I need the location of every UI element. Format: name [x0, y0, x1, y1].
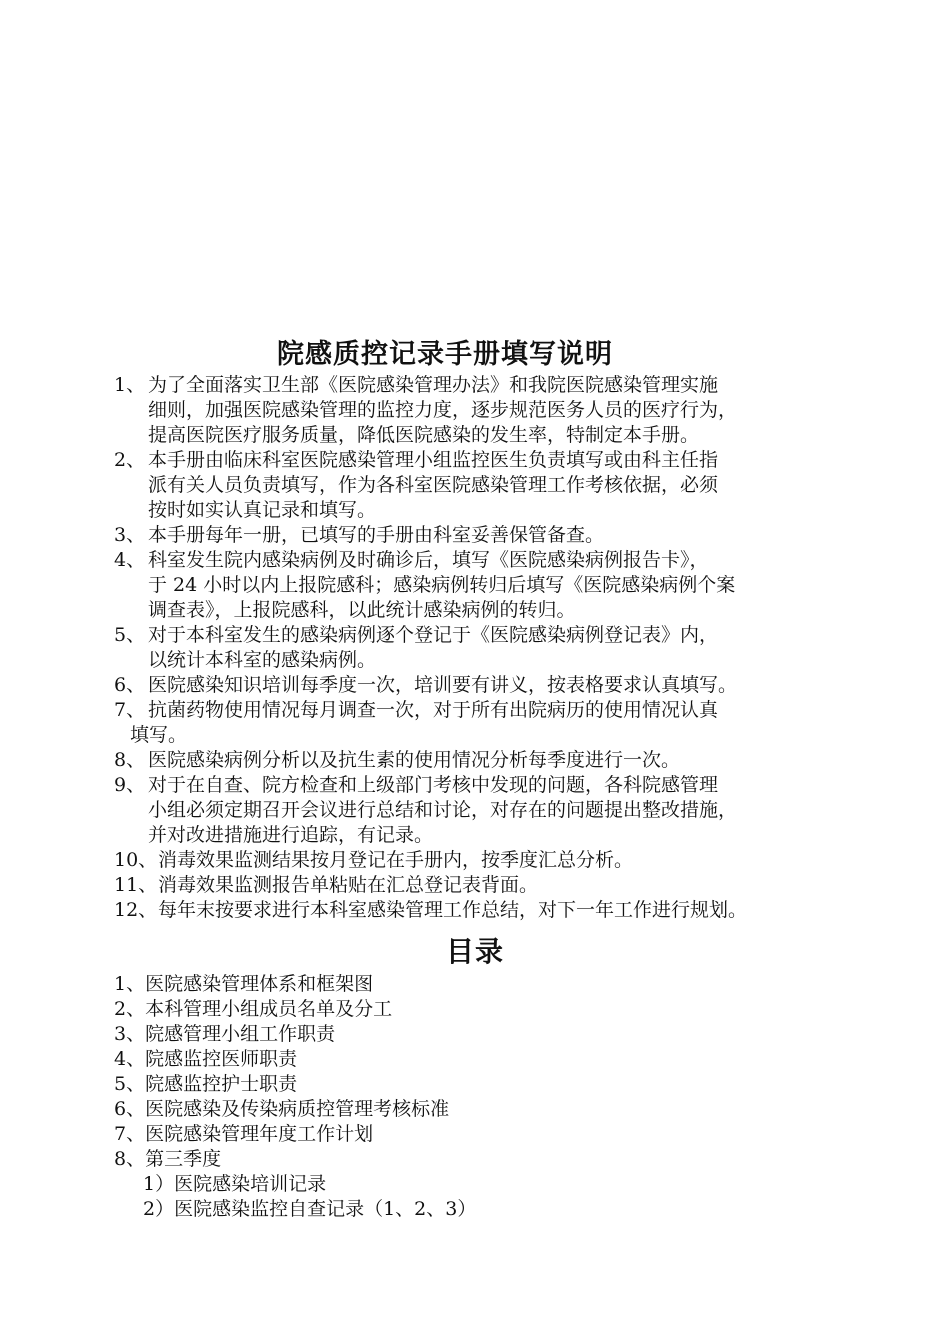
instruction-line: 填写。 — [130, 724, 188, 746]
instruction-number: 2、 — [114, 449, 146, 471]
instruction-line: 对于本科室发生的感染病例逐个登记于《医院感染病例登记表》内， — [148, 624, 719, 646]
instructions-list — [114, 373, 854, 923]
instruction-item — [114, 523, 854, 548]
instruction-number: 5、 — [114, 624, 146, 646]
instruction-number: 3、 — [114, 524, 146, 546]
instruction-line: 科室发生院内感染病例及时确诊后，填写《医院感染病例报告卡》， — [148, 549, 709, 571]
instruction-number: 4、 — [114, 549, 146, 571]
instruction-item — [114, 373, 854, 448]
toc-subitem: 2）医院感染监控自查记录（1、2、3） — [143, 1198, 477, 1220]
toc-item: 5、院感监控护士职责 — [114, 1073, 298, 1095]
instruction-item — [114, 448, 854, 523]
instruction-number: 11、 — [114, 874, 158, 896]
toc-item: 1、医院感染管理体系和框架图 — [114, 973, 374, 995]
instruction-line: 提高医院医疗服务质量，降低医院感染的发生率，特制定本手册。 — [148, 424, 700, 446]
instruction-line: 于 24 小时以内上报院感科；感染病例转归后填写《医院感染病例个案 — [148, 574, 736, 596]
instruction-line: 消毒效果监测报告单粘贴在汇总登记表背面。 — [158, 874, 539, 896]
toc-item: 7、医院感染管理年度工作计划 — [114, 1123, 374, 1145]
instruction-line: 医院感染知识培训每季度一次，培训要有讲义，按表格要求认真填写。 — [148, 674, 738, 696]
instruction-line: 每年末按要求进行本科室感染管理工作总结，对下一年工作进行规划。 — [158, 899, 748, 921]
instruction-line: 派有关人员负责填写，作为各科室医院感染管理工作考核依据，必须 — [148, 474, 719, 496]
table-of-contents — [114, 972, 814, 1222]
instruction-item — [114, 748, 854, 773]
instruction-line: 小组必须定期召开会议进行总结和讨论，对存在的问题提出整改措施， — [148, 799, 738, 821]
instruction-line: 本手册由临床科室医院感染管理小组监控医生负责填写或由科主任指 — [148, 449, 719, 471]
instruction-number: 8、 — [114, 749, 146, 771]
toc-item: 8、第三季度 — [114, 1148, 222, 1170]
toc-item: 3、院感管理小组工作职责 — [114, 1023, 336, 1045]
toc-title: 目录 — [445, 935, 504, 968]
instruction-line: 消毒效果监测结果按月登记在手册内，按季度汇总分析。 — [158, 849, 634, 871]
toc-item: 6、医院感染及传染病质控管理考核标准 — [114, 1098, 450, 1120]
instruction-number: 7、 — [114, 699, 146, 721]
instruction-line: 抗菌药物使用情况每月调查一次，对于所有出院病历的使用情况认真 — [148, 699, 719, 721]
instruction-item — [114, 673, 854, 698]
instruction-item — [114, 698, 854, 748]
toc-item: 2、本科管理小组成员名单及分工 — [114, 998, 393, 1020]
document-title: 院感质控记录手册填写说明 — [277, 339, 613, 370]
instruction-item — [114, 898, 854, 923]
instruction-number: 9、 — [114, 774, 146, 796]
instruction-line: 并对改进措施进行追踪，有记录。 — [148, 824, 434, 846]
instruction-item — [114, 773, 854, 848]
toc-item: 4、院感监控医师职责 — [114, 1048, 298, 1070]
instruction-line: 以统计本科室的感染病例。 — [148, 649, 377, 671]
toc-subitem: 1）医院感染培训记录 — [143, 1173, 327, 1195]
instruction-item — [114, 548, 854, 623]
instruction-line: 医院感染病例分析以及抗生素的使用情况分析每季度进行一次。 — [148, 749, 681, 771]
instruction-line: 按时如实认真记录和填写。 — [148, 499, 377, 521]
instruction-number: 1、 — [114, 374, 146, 396]
instruction-line: 对于在自查、院方检查和上级部门考核中发现的问题，各科院感管理 — [148, 774, 719, 796]
instruction-line: 细则，加强医院感染管理的监控力度，逐步规范医务人员的医疗行为， — [148, 399, 738, 421]
instruction-line: 为了全面落实卫生部《医院感染管理办法》和我院医院感染管理实施 — [148, 374, 719, 396]
instruction-number: 10、 — [114, 849, 158, 871]
instruction-line: 本手册每年一册，已填写的手册由科室妥善保管备查。 — [148, 524, 605, 546]
instruction-item — [114, 848, 854, 873]
instruction-number: 12、 — [114, 899, 158, 921]
instruction-number: 6、 — [114, 674, 146, 696]
instruction-item — [114, 623, 854, 673]
instruction-item — [114, 873, 854, 898]
instruction-line: 调查表》，上报院感科，以此统计感染病例的转归。 — [148, 599, 576, 621]
